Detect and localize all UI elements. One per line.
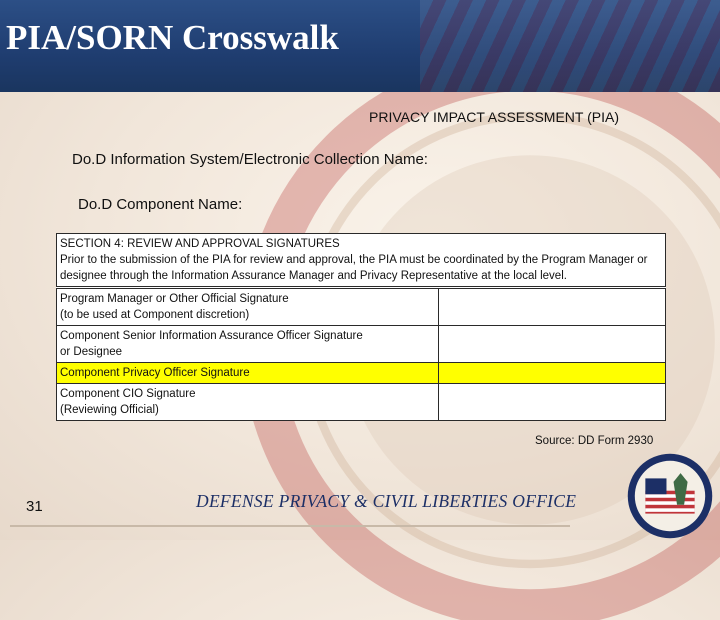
signature-label: Component Privacy Officer Signature <box>60 367 250 379</box>
source-citation: Source: DD Form 2930 <box>535 435 654 447</box>
signature-field-program-manager[interactable] <box>439 289 666 326</box>
signature-table <box>56 233 666 421</box>
table-row <box>57 326 666 363</box>
section-instructions: Prior to the submission of the PIA for review and approval, the PIA must be coordinated by the Program Manager or designee through the Information Assurance Manager and Privacy Representative at the local level. <box>60 254 648 282</box>
signature-sublabel: or Designee <box>60 346 123 358</box>
table-row <box>57 384 666 421</box>
signature-label: Program Manager or Other Official Signature <box>60 293 289 305</box>
signature-label-cell <box>57 363 439 384</box>
signature-field-privacy-officer[interactable] <box>439 363 666 384</box>
signature-label-cell <box>57 289 439 326</box>
signature-label: Component Senior Information Assurance Officer Signature <box>60 330 363 342</box>
flag-stripes-decoration <box>420 0 720 92</box>
section-header: SECTION 4: REVIEW AND APPROVAL SIGNATURES <box>60 238 340 250</box>
signature-label-cell <box>57 326 439 363</box>
signature-sublabel: (to be used at Component discretion) <box>60 309 250 321</box>
title-bar <box>0 0 720 92</box>
signature-field-info-assurance[interactable] <box>439 326 666 363</box>
signature-sublabel: (Reviewing Official) <box>60 404 159 416</box>
page-number: 31 <box>26 498 43 515</box>
slide-title: PIA/SORN Crosswalk <box>6 18 339 57</box>
table-row-highlighted <box>57 363 666 384</box>
pia-heading-text: PRIVACY IMPACT ASSESSMENT (PIA) <box>369 109 619 125</box>
table-row <box>57 289 666 326</box>
section-header-row <box>57 234 666 287</box>
section-header-cell <box>57 234 666 287</box>
component-name-label: Do.D Component Name: <box>78 196 243 213</box>
signature-label-cell <box>57 384 439 421</box>
footer-office-name: DEFENSE PRIVACY & CIVIL LIBERTIES OFFICE <box>196 491 577 511</box>
signature-field-cio[interactable] <box>439 384 666 421</box>
pia-heading <box>0 109 720 125</box>
footer-divider <box>10 525 570 527</box>
system-name-label: Do.D Information System/Electronic Collection Name: <box>72 151 428 168</box>
privacy-seal-icon <box>626 452 714 540</box>
signature-label: Component CIO Signature <box>60 388 196 400</box>
